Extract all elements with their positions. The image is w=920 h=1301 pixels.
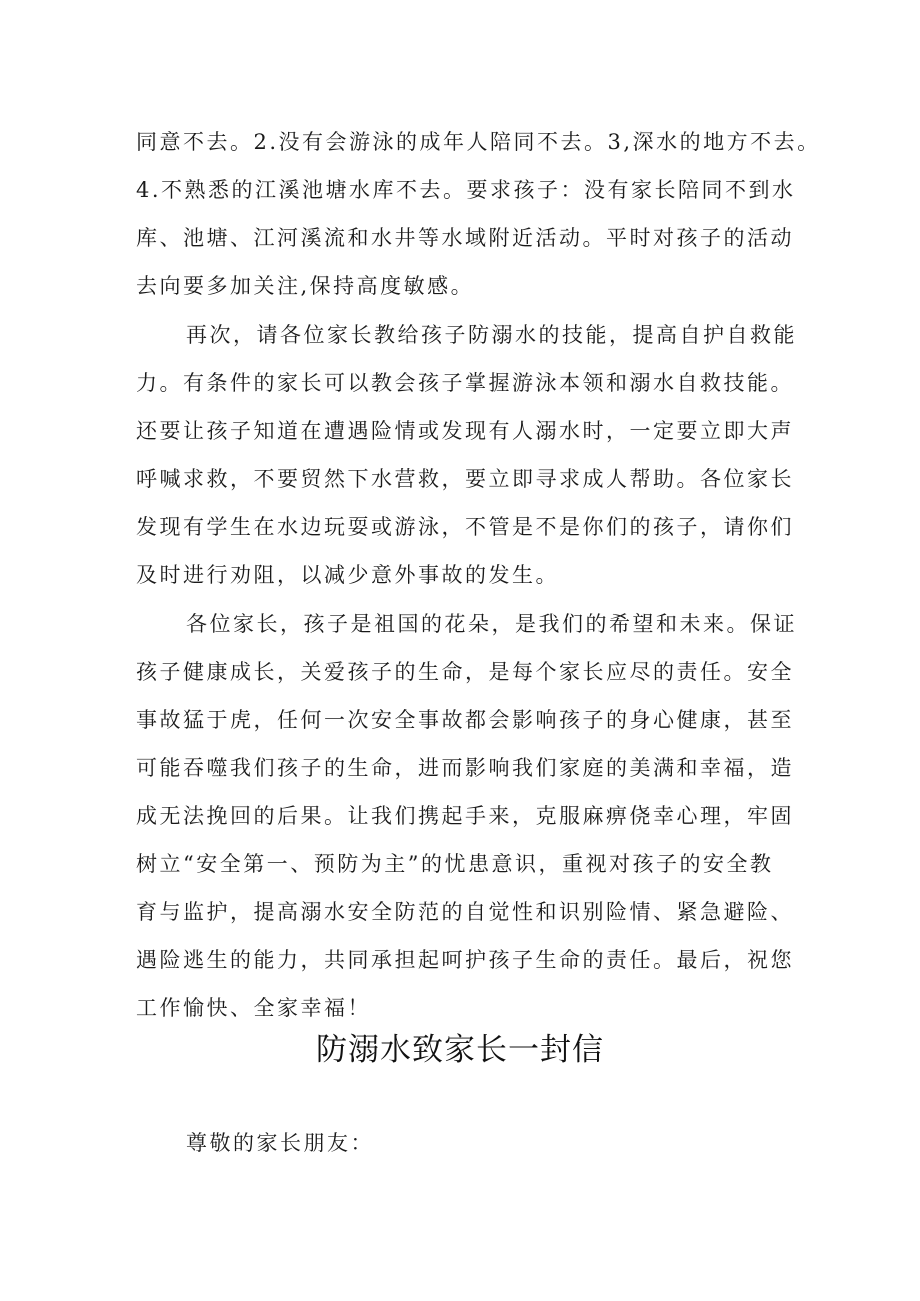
text-line: 及时进行劝阻，以减少意外事故的发生。 [136,563,559,587]
text-line: 可能吞噬我们孩子的生命，进而影响我们家庭的美满和幸福，造 [136,756,794,780]
text-line: 力。有条件的家长可以教会孩子掌握游泳本领和溺水自救技能。 [136,371,794,395]
text-line: 4.不熟悉的江溪池塘水库不去。要求孩子：没有家长陪同不到水 [136,178,796,202]
text-line: 成无法挽回的后果。让我们携起手来，克服麻痹侥幸心理，牢固 [136,804,794,828]
text-line: 去向要多加关注,保持高度敏感。 [136,274,475,298]
text-line: 树立“安全第一、预防为主”的忧患意识，重视对孩子的安全教 [136,852,774,876]
text-line: 同意不去。2.没有会游泳的成年人陪同不去。3,深水的地方不去。 [136,130,821,154]
text-line: 育与监护，提高溺水安全防范的自觉性和识别险情、紧急避险、 [136,900,794,924]
text-line: 呼喊求救，不要贸然下水营救，要立即寻求成人帮助。各位家长 [136,467,794,491]
salutation: 尊敬的家长朋友： [186,1131,374,1155]
text-line: 孩子健康成长，关爱孩子的生命，是每个家长应尽的责任。安全 [136,660,794,684]
text-line: 工作愉快、全家幸福！ [136,996,371,1020]
text-line: 遇险逃生的能力，共同承担起呵护孩子生命的责任。最后，祝您 [136,948,794,972]
text-line: 发现有学生在水边玩耍或游泳，不管是不是你们的孩子，请你们 [136,515,794,539]
text-line: 库、池塘、江河溪流和水井等水域附近活动。平时对孩子的活动 [136,226,794,250]
text-line: 还要让孩子知道在遭遇险情或发现有人溺水时，一定要立即大声 [136,419,794,443]
text-line: 事故猛于虎，任何一次安全事故都会影响孩子的身心健康，甚至 [136,708,794,732]
text-line: 各位家长，孩子是祖国的花朵，是我们的希望和未来。保证 [186,612,797,636]
letter-title: 防溺水致家长一封信 [316,1032,604,1068]
text-line: 再次，请各位家长教给孩子防溺水的技能，提高自护自救能 [186,323,797,347]
